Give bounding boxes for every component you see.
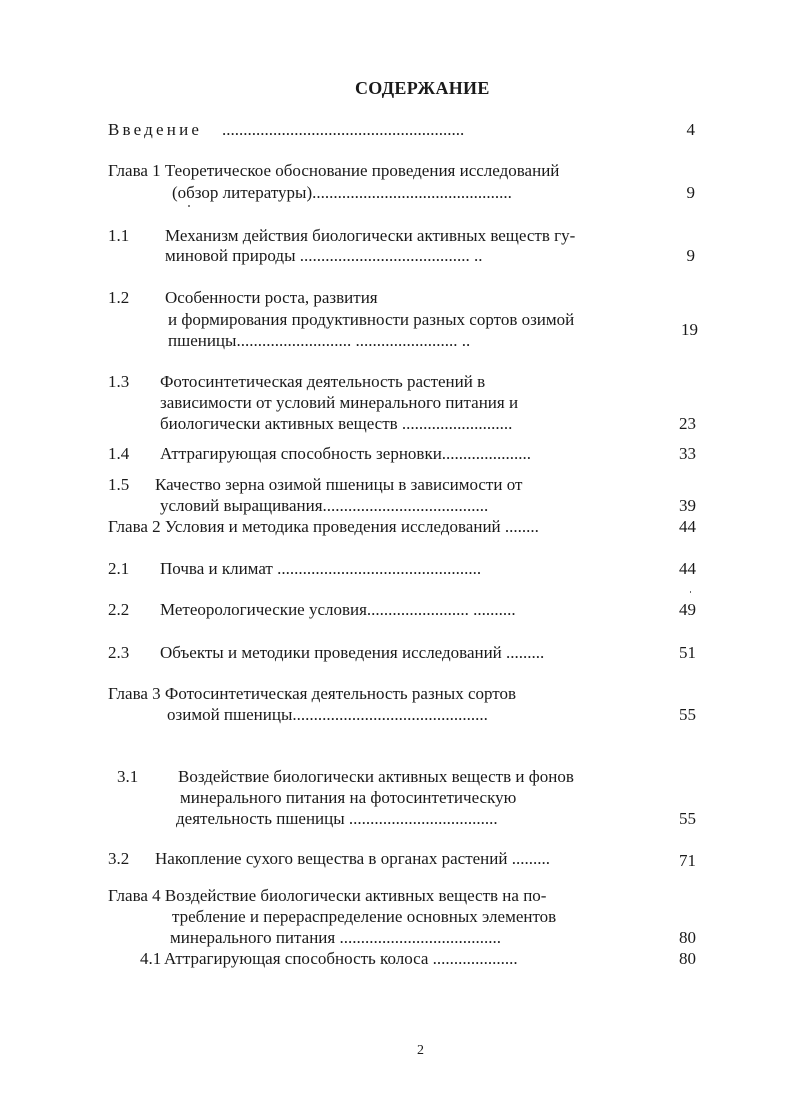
toc-ch3-line1: Глава 3 Фотосинтетическая деятельность разных сортов: [108, 684, 516, 703]
toc-ch4-page: 80: [679, 928, 696, 947]
toc-s1-1-number: 1.1: [108, 226, 130, 245]
toc-s4-1-line1: Аттрагирующая способность колоса ....................: [164, 949, 518, 968]
toc-s1-5-line2: условий выращивания.......................................: [160, 496, 489, 515]
toc-s3-2-number: 3.2: [108, 849, 130, 868]
toc-ch3-line2: озимой пшеницы..............................................: [167, 705, 488, 724]
toc-s1-5-number: 1.5: [108, 475, 130, 494]
toc-s1-2-line1: Особенности роста, развития: [165, 288, 378, 307]
toc-s1-2-page: 19: [681, 320, 698, 339]
toc-ch2-page: 44: [679, 517, 696, 536]
toc-s1-5-page: 39: [679, 496, 696, 515]
toc-ch4-line2: требление и перераспределение основных элементов: [172, 907, 557, 926]
toc-s1-2-line2: и формирования продуктивности разных сортов озимой: [168, 310, 575, 329]
toc-s2-2-page: 49: [679, 600, 696, 619]
toc-ch2-line1: Глава 2 Условия и методика проведения исследований ........: [108, 517, 539, 536]
toc-ch1-page: 9: [686, 183, 695, 202]
toc-s2-1-page: 44: [679, 559, 696, 578]
toc-s2-1-number: 2.1: [108, 559, 130, 578]
toc-s3-1-number: 3.1: [117, 767, 139, 786]
toc-s1-3-line3: биологически активных веществ ..........................: [160, 414, 513, 433]
toc-s2-3-number: 2.3: [108, 643, 130, 662]
toc-intro-dots: .........................................................: [222, 120, 465, 139]
toc-s2-2-line1: Метеорологические условия........................ ..........: [160, 600, 516, 619]
toc-intro-label: Введение: [108, 120, 203, 139]
toc-s1-3-line2: зависимости от условий минерального питания и: [160, 393, 519, 412]
toc-s1-5-line1: Качество зерна озимой пшеницы в зависимости от: [155, 475, 523, 494]
toc-ch1-line2: (обзор литературы)...............................................: [172, 183, 512, 202]
toc-ch1-line1: Глава 1 Теоретическое обоснование проведения исследований: [108, 161, 560, 180]
toc-s4-1-page: 80: [679, 949, 696, 968]
toc-s1-4-number: 1.4: [108, 444, 130, 463]
toc-s1-1-line2: миновой природы ........................................ ..: [165, 246, 483, 265]
toc-s3-1-page: 55: [679, 809, 696, 828]
toc-s3-2-page: 71: [679, 851, 696, 870]
toc-s1-2-number: 1.2: [108, 288, 130, 307]
toc-s1-4-line1: Аттрагирующая способность зерновки.....................: [160, 444, 532, 463]
toc-s2-2-number: 2.2: [108, 600, 130, 619]
toc-s1-3-number: 1.3: [108, 372, 130, 391]
toc-intro-page: 4: [686, 120, 695, 139]
toc-s3-2-line1: Накопление сухого вещества в органах растений .........: [155, 849, 550, 868]
toc-s2-3-line1: Объекты и методики проведения исследований .........: [160, 643, 545, 662]
toc-s1-2-line3: пшеницы........................... ........................ ..: [168, 331, 471, 350]
toc-ch4-line3: минерального питания ......................................: [170, 928, 501, 947]
toc-s1-4-page: 33: [679, 444, 696, 463]
toc-s3-1-line3: деятельность пшеницы ...................................: [176, 809, 498, 828]
page-number: 2: [417, 1043, 424, 1058]
toc-s2-1-line1: Почва и климат ................................................: [160, 559, 482, 578]
toc-s1-3-page: 23: [679, 414, 696, 433]
toc-s1-3-line1: Фотосинтетическая деятельность растений в: [160, 372, 486, 391]
toc-s4-1-number: 4.1: [140, 949, 162, 968]
toc-s2-3-page: 51: [679, 643, 696, 662]
page-title: СОДЕРЖАНИЕ: [355, 78, 490, 98]
scan-speck: [690, 591, 691, 593]
toc-s3-1-line1: Воздействие биологически активных веществ и фонов: [178, 767, 574, 786]
scan-speck: [188, 205, 190, 207]
toc-ch3-page: 55: [679, 705, 696, 724]
toc-s1-1-page: 9: [686, 246, 695, 265]
toc-s1-1-line1: Механизм действия биологически активных веществ гу-: [165, 226, 576, 245]
toc-s3-1-line2: минерального питания на фотосинтетическую: [180, 788, 517, 807]
toc-ch4-line1: Глава 4 Воздействие биологически активных веществ на по-: [108, 886, 547, 905]
